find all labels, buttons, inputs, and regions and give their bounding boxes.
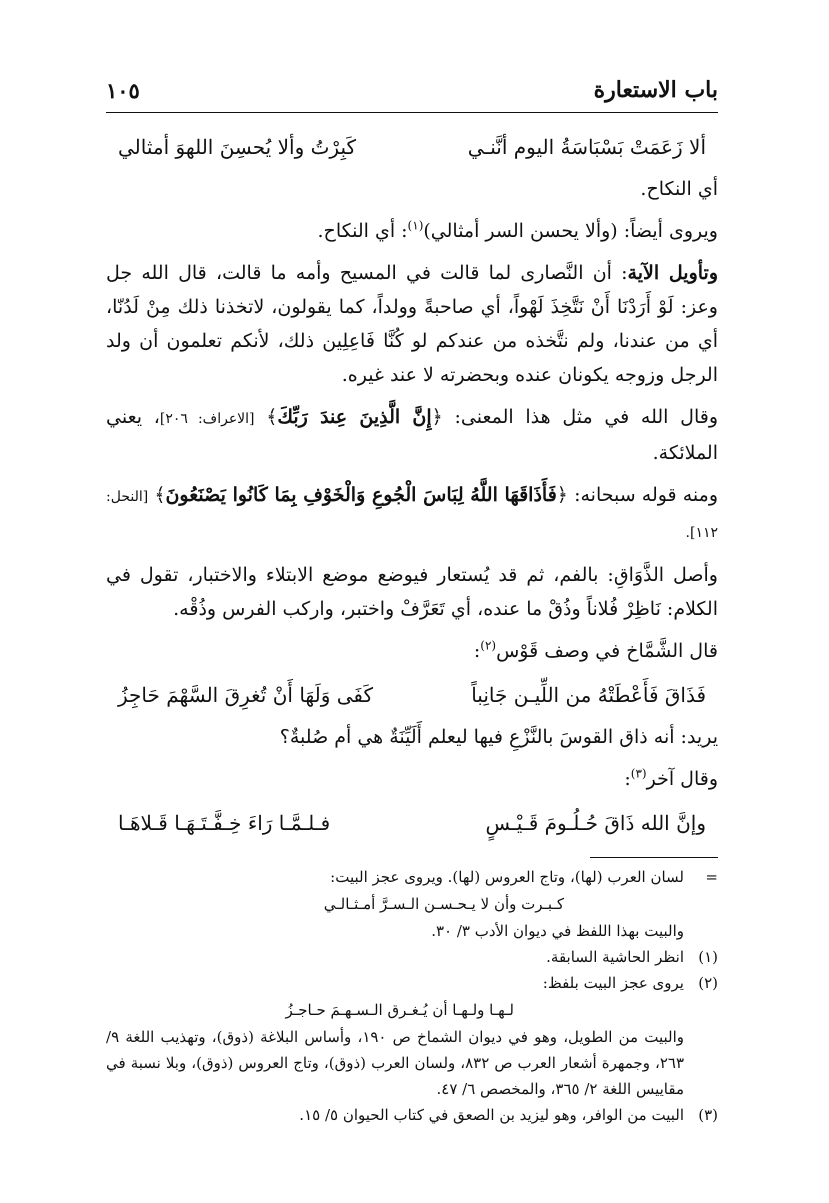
footnote-text: البيت من الوافر، وهو ليزيد بن الصعق في كتاب الحيوان ٥/ ١٥.: [299, 1106, 684, 1124]
quran-reference-2: [النحل: ١١٢].: [106, 489, 718, 541]
footnote-ref-3: (٣): [630, 766, 647, 781]
footnote-ref-1: (١): [407, 218, 424, 233]
paragraph-3-text: : أن النَّصارى لما قالت في المسيح وأمه ما قالت، قال الله جل وعز: لَوْ أَرَدْنَا أَنْ نَتَّخِذَ لَهْواً، أي صاحبةً وولداً، كما يقولون، لاتخذنا ذلك مِنْ لَدُنّا، أي من عندنا، ولم نتَّخذه من عندكم لو كُنَّا فَاعِلِين ذلك، لأنكم تعلمون أن ولد الرجل وزوجه يكونان عنده وبحضرته لا عند غيره.: [106, 262, 718, 386]
footnote-mark: (١): [698, 948, 718, 966]
verse-1-hemistich-2: كَبِرْتُ وألا يُحسِنَ اللهوَ أمثالي: [118, 135, 356, 159]
paragraph-7-text: قال الشَّمَّاخ في وصف قَوْس: [496, 640, 718, 662]
verse-2-hemistich-1: فَذَاقَ فَأَعْطَتْهُ من اللِّيـن جَانِباً: [471, 683, 706, 707]
footnote-mark: (٣): [698, 1106, 718, 1124]
verse-2-hemistich-2: كَفَى وَلَهَا أَنْ تُغرِقَ السَّهْمَ حَاجِزُ: [118, 683, 374, 707]
quran-brace-close: ﴾: [154, 484, 166, 506]
footnote-text: انظر الحاشية السابقة.: [546, 948, 684, 966]
paragraph-7-tail: :: [473, 640, 481, 662]
verse-1-hemistich-1: ألا زَعَمَتْ بَسْبَاسَةُ اليوم أنَّنـي: [467, 135, 706, 159]
paragraph-2-text: ويروى أيضاً: (وألا يحسن السر أمثالي): [423, 220, 718, 242]
verse-3-hemistich-2: فـلـمَّـا رَاءَ خِـفَّـتَـهَـا قَـلاهَـا: [118, 811, 331, 835]
page-number: ١٠٥: [106, 77, 140, 103]
footnotes: [106, 864, 718, 1128]
footnote-verse: كـبـرت وأن لا يـحـسـن الـسـرَّ أمـثـالـي: [323, 895, 564, 913]
paragraph-9-tail: :: [624, 768, 631, 790]
main-text: [106, 124, 718, 848]
paragraph-3: [106, 256, 718, 392]
footnote-text: يروى عجز البيت بلفظ:: [542, 974, 684, 992]
footnote-ref-2: (٢): [480, 638, 497, 653]
footnote-2: [106, 970, 718, 1102]
page-header: [106, 68, 718, 112]
footnote-mark: (٢): [698, 974, 718, 992]
paragraph-5: [106, 478, 718, 550]
footnote-continuation: [106, 864, 718, 944]
paragraph-4: [106, 400, 718, 470]
quran-brace-open: ﴿: [431, 406, 443, 428]
paragraph-2-tail: : أي النكاح.: [317, 220, 408, 242]
paragraph-2: [106, 214, 718, 248]
chapter-title: باب الاستعارة: [593, 77, 718, 103]
paragraph-9-text: وقال آخر: [646, 768, 718, 790]
footnote-3: [106, 1102, 718, 1128]
verse-1: [118, 128, 706, 166]
quran-brace-open: ﴿: [556, 484, 568, 506]
paragraph-8: يريد: أنه ذاق القوسَ بالنَّزْعِ فيها ليعلم أَلَيِّنَةٌ هي أم صُلبةٌ؟: [279, 726, 718, 748]
footnote-text: والبيت بهذا اللفظ في ديوان الأدب ٣/ ٣٠.: [431, 922, 684, 940]
footnote-text: والبيت من الطويل، وهو في ديوان الشماخ ص ١٩٠، وأساس البلاغة (ذوق)، وتهذيب اللغة ٩/ ٢٦٣، وجمهرة أشعار العرب ص ٨٣٢، ولسان العرب (ذوق)، وتاج العروس (ذوق)، وبلا نسبة في مقاييس اللغة ٢/ ٣٦٥، والمخصص ٦/ ٤٧.: [106, 1028, 684, 1098]
paragraph-6: وأصل الذَّوَاقِ: بالفم، ثم قد يُستعار فيوضع موضع الابتلاء والاختبار، تقول في الكلام: نَاظِرْ فُلاناً وذُقْ ما عنده، أي تَعَرَّفْ واختبر، واركب الفرس وذُقْه.: [106, 564, 718, 620]
paragraph-1: أي النكاح.: [640, 178, 718, 200]
paragraph-7: [106, 634, 718, 668]
paragraph-4-text: وقال الله في مثل هذا المعنى:: [454, 406, 718, 428]
quran-reference-1: [الاعراف: ٢٠٦]: [159, 411, 255, 427]
paragraph-3-lead: وتأويل الآية: [627, 262, 719, 284]
paragraph-5-text: ومنه قوله سبحانه:: [574, 484, 719, 506]
footnote-verse: لـهـا ولـهـا أن يُـغـرق الـسـهـمَ حـاجـزُ: [285, 1001, 514, 1019]
verse-3-hemistich-1: وإنَّ الله ذَاقَ حُـلُـومَ قَـيْـسٍ: [485, 811, 706, 835]
paragraph-4-tail: ، يعني الملائكة.: [106, 406, 718, 464]
quran-quote-2: فَأَذَاقَهَا اللَّهُ لِبَاسَ الْجُوعِ وَالْخَوْفِ بِمَا كَانُوا يَصْنَعُونَ: [165, 484, 557, 506]
paragraph-9: [106, 762, 718, 796]
footnote-1: [106, 944, 718, 970]
quran-quote-1: إِنَّ الَّذِينَ عِندَ رَبِّكَ: [277, 406, 432, 428]
verse-3: [118, 804, 706, 842]
quran-brace-close: ﴾: [266, 406, 278, 428]
footnote-text: لسان العرب (لها)، وتاج العروس (لها). ويروى عجز البيت:: [330, 868, 684, 886]
footnote-rule: [590, 857, 718, 858]
verse-2: [118, 676, 706, 714]
footnote-mark: =: [705, 868, 718, 886]
header-rule: [106, 112, 718, 113]
